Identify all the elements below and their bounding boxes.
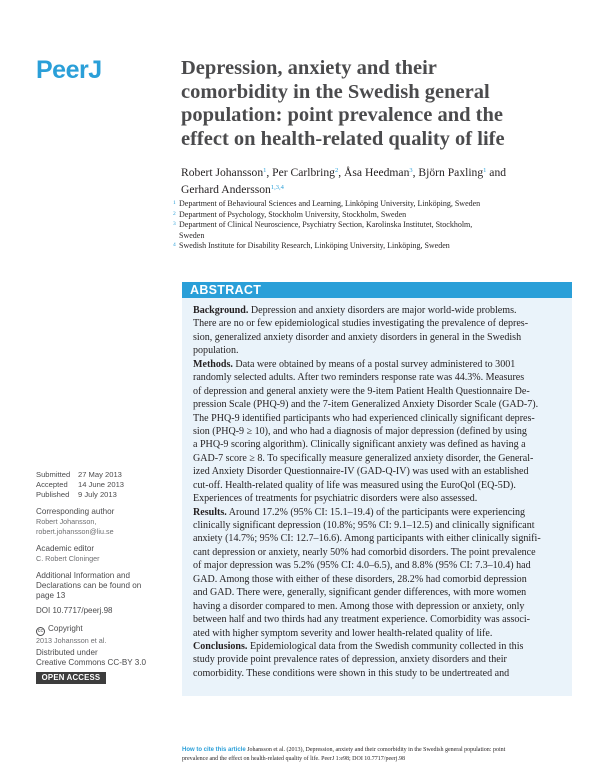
abstract-line xyxy=(193,546,565,559)
affiliation-list xyxy=(173,199,568,252)
abstract-line-text: sion, generalized anxiety disorder and anxiety disorders in general in the Swedish xyxy=(193,331,522,343)
abstract-line xyxy=(193,586,565,599)
accepted-row xyxy=(36,480,156,490)
citation-text: Johansson et al. (2013), Depression, anxiety and their comorbidity in the Swedish general population: point xyxy=(247,747,506,753)
abstract-heading-bar xyxy=(182,282,572,298)
affiliation-number: 4 xyxy=(173,242,176,249)
abstract-line-text: between half and two thirds had any treatment experience. Comorbidity was associ- xyxy=(193,614,531,626)
article-title xyxy=(181,57,561,151)
abstract-line-text: pression Scale (PHQ-9) and the 7-item Generalized Anxiety Disorder Scale (GAD-7). xyxy=(193,399,539,411)
corresponding-label: Corresponding author xyxy=(36,507,115,516)
abstract-line xyxy=(193,559,565,572)
how-to-cite-label: How to cite this article xyxy=(182,747,246,753)
abstract-line xyxy=(193,358,565,371)
affiliation-text: Sweden xyxy=(179,230,205,240)
author-name: Per Carlbring xyxy=(272,166,335,179)
citation-line xyxy=(182,746,572,755)
abstract-line-text: Depression and anxiety disorders are major world-wide problems. xyxy=(248,305,517,316)
affiliation-text: Department of Behavioural Sciences and Learning, Linköping University, Linköping, Sweden xyxy=(179,199,481,208)
abstract-line-text: having a disorder compared to men. Among those with depression or anxiety, only xyxy=(193,600,525,612)
abstract-line-text: a PHQ-9 scoring algorithm). Clinically significant anxiety was defined as having a xyxy=(193,439,526,451)
abstract-line-text: GAD. Among those with either of these disorders, 28.2% had comorbid depression xyxy=(193,573,527,585)
abstract-section-label: Results. xyxy=(193,506,227,518)
published-label: Published xyxy=(36,490,70,499)
abstract-line xyxy=(193,398,565,411)
copyright-label: Copyright xyxy=(48,624,83,633)
affiliation xyxy=(173,199,568,210)
author-name: Björn Paxling xyxy=(418,166,484,179)
affiliation xyxy=(173,231,568,242)
abstract-line xyxy=(193,385,565,398)
author-affil-ref: 3 xyxy=(409,167,413,174)
abstract-line xyxy=(193,465,565,478)
abstract-line xyxy=(193,425,565,438)
affiliation-text: Department of Clinical Neuroscience, Psychiatry Section, Karolinska Institutet, Stockholm, xyxy=(179,220,473,230)
abstract-text xyxy=(193,304,565,680)
abstract-line xyxy=(193,317,565,330)
published-row xyxy=(36,490,156,500)
abstract-line xyxy=(193,371,565,384)
corresponding-author xyxy=(36,507,156,536)
license xyxy=(36,648,156,668)
abstract-line xyxy=(193,331,565,344)
abstract-line xyxy=(193,532,565,545)
article-dates xyxy=(36,470,156,500)
abstract-line-text: Experiences of treatments for psychiatric disorders were also assessed. xyxy=(193,493,478,505)
abstract-line xyxy=(193,479,565,492)
academic-editor xyxy=(36,544,156,564)
license-line[interactable]: Creative Commons CC-BY 3.0 xyxy=(36,658,147,667)
copyright-heading xyxy=(36,624,156,636)
submitted-row xyxy=(36,470,156,480)
abstract-line xyxy=(193,492,565,505)
doi[interactable]: DOI 10.7717/peerj.98 xyxy=(36,606,113,615)
abstract-line xyxy=(193,640,565,653)
abstract-line xyxy=(193,573,565,586)
title-line: comorbidity in the Swedish general xyxy=(181,80,490,103)
abstract-line xyxy=(193,627,565,640)
corresponding-name: Robert Johansson, xyxy=(36,517,97,526)
submitted-label: Submitted xyxy=(36,470,71,479)
cc-icon: cc xyxy=(37,628,44,634)
author-affil-ref: 1 xyxy=(483,167,487,174)
citation-line: prevalence and the effect on health-related quality of life. PeerJ 1:e98; DOI 10.7717/peerj.98 xyxy=(182,755,405,762)
abstract-line-text: Epidemiological data from the Swedish community collected in this xyxy=(247,640,524,652)
abstract-line-text: sion (PHQ-9 ≥ 10), and who had a diagnosis of major depression (defined by using xyxy=(193,425,527,437)
title-line: effect on health-related quality of life xyxy=(181,127,505,150)
abstract-line xyxy=(193,600,565,613)
abstract-line-text: of major depression was 5.2% (95% CI: 4.0–6.5), and 8.8% (95% CI: 7.3–10.4) had xyxy=(193,560,531,572)
editor-name: C. Robert Cloninger xyxy=(36,554,100,563)
conjunction: and xyxy=(486,166,507,179)
affiliation-number: 1 xyxy=(173,200,176,206)
author-list xyxy=(181,163,571,197)
author-name: Robert Johansson xyxy=(181,166,264,179)
abstract-line-text: ized Anxiety Disorder Questionnaire-IV (GAD-Q-IV) was used with an established xyxy=(193,466,529,478)
abstract-line-text: of depression and general anxiety were the 9-item Patient Health Questionnaire De- xyxy=(193,385,530,397)
additional-line: Declarations can be found on xyxy=(36,581,142,590)
abstract-line-text: cant depression or anxiety, nearly 50% had comorbid disorders. The point prevalence xyxy=(193,546,536,558)
separator: , xyxy=(338,166,345,179)
abstract-line-text: study provide point prevalence rates of depression, anxiety disorders and their xyxy=(193,654,507,666)
author-name: Gerhard Andersson xyxy=(181,183,271,196)
abstract-line-text: Data were obtained by means of a postal survey administered to 3001 xyxy=(232,358,516,370)
abstract-line xyxy=(193,344,565,357)
author-name: Åsa Heedman xyxy=(344,166,410,179)
abstract-line-text: comorbidity. These conditions were shown in this study to be undertreated and xyxy=(193,667,510,679)
license-line: Distributed under xyxy=(36,648,98,657)
abstract-section-label: Conclusions. xyxy=(193,640,248,652)
accepted-label: Accepted xyxy=(36,480,68,489)
abstract-heading: ABSTRACT xyxy=(190,283,262,297)
editor-label: Academic editor xyxy=(36,544,95,553)
separator: , xyxy=(412,166,419,179)
published-date: 9 July 2013 xyxy=(78,490,117,499)
abstract-line-text: The PHQ-9 identified participants who had experienced clinically significant depres- xyxy=(193,412,535,424)
accepted-date: 14 June 2013 xyxy=(78,480,125,489)
abstract-line-text: GAD-7 score ≥ 8. To specifically measure generalized anxiety disorder, the General- xyxy=(193,452,534,464)
abstract-line-text: and GAD. There were, generally, significant gender differences, with more women xyxy=(193,587,527,599)
abstract-line xyxy=(193,653,565,666)
abstract-line-text: clinically significant depression (10.8%; 95% CI: 9.1–12.5) and clinically significant xyxy=(193,520,535,531)
affiliation-number: 2 xyxy=(173,210,176,217)
abstract-line-text: cut-off. Health-related quality of life was measured using the EuroQol (EQ-5D). xyxy=(193,479,516,491)
open-access-badge: OPEN ACCESS xyxy=(36,672,106,684)
affiliation xyxy=(173,220,568,231)
abstract-line xyxy=(193,519,565,532)
affiliation-text: Swedish Institute for Disability Research, Linköping University, Linköping, Sweden xyxy=(179,241,450,251)
abstract-line xyxy=(193,667,565,680)
affiliation xyxy=(173,210,568,221)
abstract-line-text: anxiety (14.7%; 95% CI: 12.7–16.6). Among participants with either clinically signifi- xyxy=(193,533,541,545)
title-line: population: point prevalence and the xyxy=(181,104,503,126)
citation-footer xyxy=(182,746,572,763)
affiliation xyxy=(173,241,568,252)
author-affil-ref: 1,3,4 xyxy=(270,184,284,191)
author-affil-ref: 2 xyxy=(334,167,339,174)
abstract-line-text: population. xyxy=(193,345,239,357)
abstract-line xyxy=(193,304,565,317)
abstract-line-text: There are no or few epidemiological studies investigating the prevalence of depres- xyxy=(193,318,529,330)
abstract-line-text: Around 17.2% (95% CI: 15.1–19.4) of the participants were experiencing xyxy=(226,506,526,518)
abstract-line xyxy=(193,438,565,451)
abstract-section-label: Background. xyxy=(193,305,249,316)
affiliation-text: Department of Psychology, Stockholm University, Stockholm, Sweden xyxy=(179,209,407,219)
abstract-line xyxy=(193,506,565,519)
separator: , xyxy=(266,166,273,179)
additional-line: Additional Information and xyxy=(36,571,131,580)
submitted-date: 27 May 2013 xyxy=(78,470,122,479)
abstract-line-text: ated with higher symptom severity and lower health-related quality of life. xyxy=(193,627,493,639)
additional-line: page 13 xyxy=(36,591,66,600)
copyright xyxy=(36,624,156,646)
abstract-line xyxy=(193,452,565,465)
abstract-section-label: Methods. xyxy=(193,358,233,370)
abstract-line xyxy=(193,412,565,425)
copyright-value: 2013 Johansson et al. xyxy=(36,636,107,645)
affiliation-number: 3 xyxy=(173,221,176,228)
title-line: Depression, anxiety and their xyxy=(181,57,437,79)
author-affil-ref: 1 xyxy=(263,167,267,174)
peerj-logo: PeerJ xyxy=(36,56,102,84)
additional-info[interactable] xyxy=(36,571,156,601)
corresponding-email[interactable]: robert.johansson@liu.se xyxy=(36,526,114,536)
abstract-line-text: randomly selected adults. After two reminders response rate was 44.3%. Measures xyxy=(193,372,525,384)
abstract-line xyxy=(193,613,565,626)
